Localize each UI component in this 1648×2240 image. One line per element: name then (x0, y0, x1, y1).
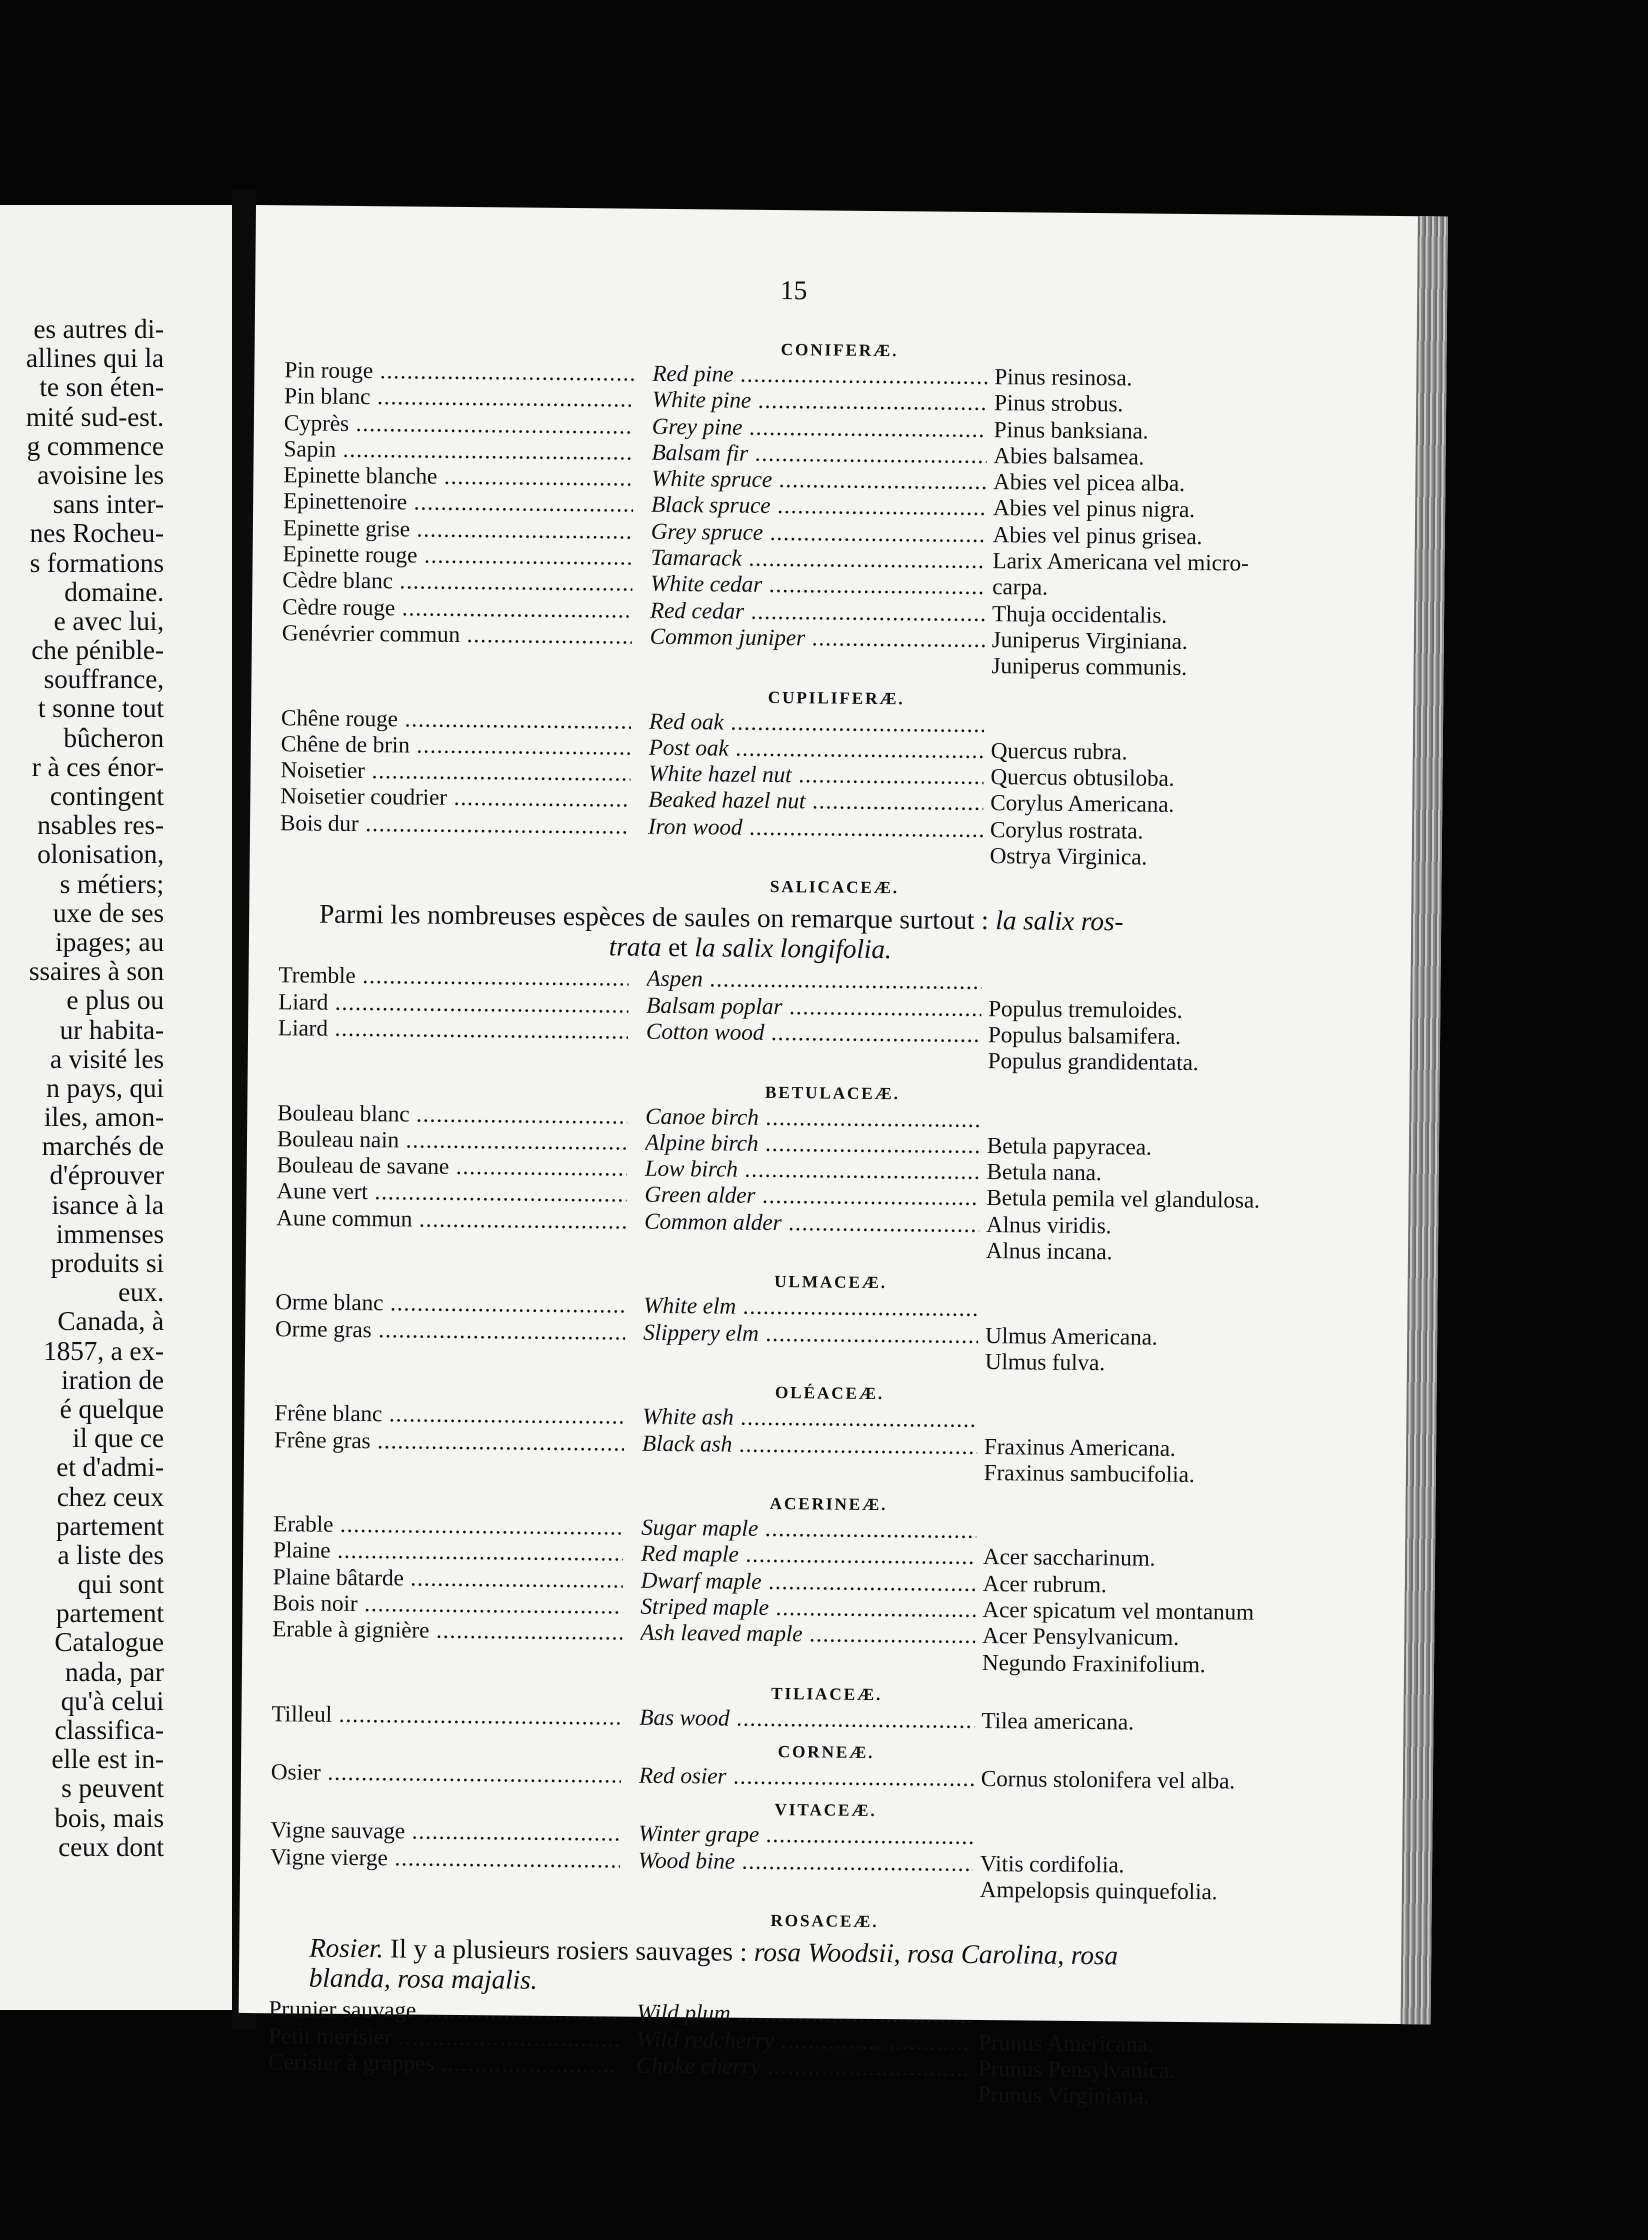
left-page-line: qu'à celui (60, 1685, 164, 1716)
left-page-line: s peuvent (61, 1773, 164, 1804)
english-name: Common alder ..... (644, 1208, 979, 1237)
note-text: blanda, rosa majalis. (308, 1962, 538, 1996)
french-name: Noisetier coudrier ..... (280, 784, 630, 813)
left-page-line: 1857, a ex- (43, 1335, 164, 1366)
english-name: Bas wood ..... (639, 1705, 974, 1734)
english-name: Black ash ..... (642, 1430, 977, 1459)
left-page-line: allines qui la (26, 343, 164, 374)
left-page-line: ur habita- (59, 1014, 164, 1045)
note-second-line (319, 929, 1359, 969)
family-heading: ACERINEÆ. (769, 1494, 888, 1515)
english-name: Striped maple ..... (640, 1594, 975, 1623)
french-name: Cerisier à grappes ..... (268, 2049, 618, 2078)
latin-name: Cornus stolonifera vel alba. (980, 1766, 1236, 1794)
species-table (268, 333, 1395, 2120)
english-name: Red oak ..... (649, 708, 984, 737)
english-name: White spruce ..... (651, 466, 986, 495)
english-name: Wild plum ..... (637, 2000, 972, 2029)
latin-name: Corylus rostrata. (989, 816, 1144, 844)
left-page-line: che pénible- (31, 635, 164, 666)
left-page-line: e avec lui, (53, 605, 164, 636)
page-edge (1401, 216, 1448, 2024)
note-text: Parmi les nombreuses espèces de saules on remarque surtout : (319, 898, 996, 936)
latin-name: Prunus Virginiana. (977, 2082, 1150, 2109)
left-page-line: d'éprouver (49, 1160, 164, 1191)
left-page-line: a visité les (50, 1043, 164, 1074)
left-page-line: r à ces énor- (31, 751, 164, 782)
english-name: Wood bine ..... (638, 1848, 973, 1877)
latin-name: Acer spicatum vel montanum (982, 1597, 1255, 1625)
note-text: Rosier. (309, 1932, 384, 1964)
latin-name: carpa. (992, 574, 1049, 600)
english-name: Ash leaved maple ..... (640, 1620, 975, 1649)
left-page-line: immenses (56, 1218, 164, 1249)
left-page-line: souffrance, (43, 664, 164, 695)
left-page-line: s métiers; (59, 868, 164, 899)
english-name: White elm ..... (643, 1293, 978, 1322)
latin-name: Thuja occidentalis. (991, 600, 1168, 628)
english-name: Balsam poplar ..... (646, 992, 981, 1021)
french-name: Epinette rouge ..... (283, 541, 633, 570)
latin-name: Quercus rubra. (990, 737, 1128, 765)
note-second-line (309, 1963, 1349, 2003)
left-page-line: partement (56, 1598, 164, 1629)
latin-name: Ulmus Americana. (985, 1322, 1158, 1350)
left-page-line: bûcheron (63, 722, 164, 753)
french-name: Tremble ..... (278, 963, 628, 992)
left-page-line: olonisation, (37, 839, 164, 870)
latin-name: Alnus viridis. (986, 1211, 1112, 1238)
latin-name: Betula papyracea. (986, 1132, 1152, 1160)
left-page-line: mité sud-est. (26, 401, 164, 432)
latin-name: Pinus strobus. (994, 390, 1124, 417)
french-name: Vigne sauvage ..... (270, 1818, 620, 1847)
french-name: Cèdre blanc ..... (282, 568, 632, 597)
english-name: Slippery elm ..... (643, 1319, 978, 1348)
french-name: Chêne de brin ..... (281, 731, 631, 760)
family-heading: CONIFERÆ. (780, 340, 899, 361)
french-name: Epinette grise ..... (283, 515, 633, 544)
left-page-line: avoisine les (37, 459, 164, 490)
left-page-line: a liste des (57, 1539, 164, 1570)
latin-name: Tilea americana. (981, 1707, 1135, 1735)
french-name: Bois noir ..... (272, 1590, 622, 1619)
english-name: White cedar ..... (650, 571, 985, 600)
english-name: Wild redcherry ..... (636, 2026, 971, 2055)
french-name: Osier ..... (271, 1759, 621, 1788)
english-name: Black spruce ..... (651, 492, 986, 521)
left-page-line: chez ceux (56, 1481, 164, 1512)
left-page-line: nes Rocheu- (29, 518, 164, 549)
family-note (319, 899, 1360, 969)
french-name: Aune vert ..... (276, 1179, 626, 1208)
latin-name: Larix Americana vel micro- (992, 548, 1249, 576)
left-page-line: partement (56, 1510, 164, 1541)
latin-name: Prunus Pensylvanica. (978, 2055, 1176, 2083)
french-name: Liard ..... (278, 1015, 628, 1044)
french-name: Genévrier commun ..... (282, 620, 632, 649)
french-name: Epinette blanche ..... (283, 462, 633, 491)
english-name: Beaked hazel nut ..... (648, 787, 983, 816)
left-page-line: Catalogue (54, 1627, 164, 1658)
french-name: Vigne vierge ..... (270, 1844, 620, 1873)
left-page-line: qui sont (77, 1569, 164, 1600)
latin-name: Quercus obtusiloba. (990, 764, 1175, 791)
left-page-line: iration de (61, 1364, 164, 1395)
latin-name: Fraxinus sambucifolia. (983, 1459, 1195, 1487)
latin-name: Fraxinus Americana. (984, 1433, 1176, 1461)
left-page-line: ceux dont (58, 1831, 164, 1862)
left-page-line: marchés de (41, 1131, 164, 1162)
french-name: Bois dur ..... (280, 810, 630, 839)
left-page-line: eux. (118, 1277, 164, 1308)
english-name: White hazel nut ..... (648, 761, 983, 790)
french-name: Sapin ..... (284, 436, 634, 465)
english-name: Tamarack ..... (651, 545, 986, 574)
left-page-line: es autres di- (33, 314, 164, 344)
left-page-line: sans inter- (52, 489, 164, 520)
english-name: White pine ..... (652, 387, 987, 416)
english-name: Cotton wood ..... (646, 1019, 981, 1048)
english-name: Canoe birch ..... (645, 1103, 980, 1132)
english-name: Sugar maple ..... (641, 1515, 976, 1544)
left-page-line: il que ce (72, 1423, 164, 1454)
left-page-line: bois, mais (54, 1802, 164, 1833)
left-page-fragment (0, 205, 232, 2010)
latin-name: Pinus banksiana. (993, 416, 1149, 444)
family-heading: VITACEÆ. (774, 1800, 877, 1821)
french-name: Petit merisier ..... (268, 2023, 618, 2052)
french-name: Erable ..... (273, 1511, 623, 1540)
latin-name: Corylus Americana. (990, 790, 1175, 818)
left-page-line: contingent (50, 781, 164, 811)
english-name: Green alder ..... (644, 1182, 979, 1211)
left-page-line: ipages; au (55, 926, 164, 957)
left-page-line: uxe de ses (53, 897, 164, 928)
family-heading: CORNEÆ. (777, 1742, 875, 1763)
latin-name: Populus balsamifera. (987, 1022, 1182, 1049)
latin-name: Pinus resinosa. (994, 364, 1133, 391)
english-name: Grey spruce ..... (651, 519, 986, 548)
french-name: Chêne rouge ..... (281, 705, 631, 734)
french-name: Plaine bâtarde ..... (273, 1564, 623, 1593)
latin-name: Populus tremuloides. (988, 995, 1183, 1023)
note-text: trata (608, 931, 662, 963)
latin-name: Ampelopsis quinquefolia. (979, 1877, 1218, 1905)
english-name: Iron wood ..... (648, 814, 983, 843)
note-text: la salix longifolia. (694, 932, 892, 965)
left-page-line: s formations (29, 547, 164, 578)
english-name: Aspen ..... (646, 966, 981, 995)
latin-name: Alnus incana. (985, 1238, 1113, 1265)
note-text: la salix ros- (995, 905, 1124, 937)
latin-name: Juniperus Virginiana. (991, 627, 1188, 654)
english-name: Alpine birch ..... (645, 1130, 980, 1159)
left-page-line: é quelque (59, 1393, 164, 1424)
left-page-line: te son éten- (39, 372, 164, 403)
latin-name: Betula nana. (986, 1159, 1102, 1186)
french-name: Erable à gignière ..... (272, 1617, 622, 1646)
page-number: 15 (780, 275, 808, 306)
latin-name: Juniperus communis. (991, 653, 1188, 681)
english-name: Post oak ..... (649, 735, 984, 764)
left-page-line: n pays, qui (46, 1072, 164, 1103)
french-name: Frêne blanc ..... (274, 1400, 624, 1429)
latin-name: Ostrya Virginica. (989, 843, 1148, 870)
french-name: Bouleau blanc ..... (277, 1100, 627, 1129)
left-page-line: g commence (26, 430, 164, 461)
latin-name: Populus grandidentata. (987, 1048, 1199, 1076)
english-name: Grey pine ..... (652, 413, 987, 442)
left-page-line: nsables res- (37, 810, 164, 841)
english-name: Dwarf maple ..... (641, 1567, 976, 1596)
english-name: Red osier ..... (639, 1763, 974, 1792)
left-page-line: classifica- (54, 1715, 164, 1745)
left-page-line: et d'admi- (56, 1452, 164, 1483)
left-page-line: t sonne tout (38, 693, 164, 724)
left-page-line: isance à la (51, 1189, 164, 1220)
family-heading: OLÉACEÆ. (775, 1383, 885, 1404)
right-page (239, 205, 1448, 2109)
english-name: Winter grape ..... (638, 1821, 973, 1850)
english-name: Red maple ..... (641, 1541, 976, 1570)
french-name: Prunier sauvage ..... (269, 1997, 619, 2026)
english-name: Red cedar ..... (650, 597, 985, 626)
left-page-line: produits si (50, 1248, 164, 1278)
note-text: et (661, 932, 695, 963)
family-heading: ULMACEÆ. (774, 1272, 888, 1293)
latin-name: Abies vel pinus nigra. (993, 495, 1196, 523)
left-page-line: domaine. (64, 576, 164, 607)
french-name: Bouleau nain ..... (277, 1126, 627, 1155)
english-name: Common juniper ..... (650, 624, 985, 653)
latin-name: Acer rubrum. (982, 1570, 1107, 1597)
french-name: Pin rouge ..... (284, 357, 634, 386)
french-name: Frêne gras ..... (274, 1427, 624, 1456)
latin-name: Acer Pensylvanicum. (982, 1623, 1180, 1651)
french-name: Pin blanc ..... (284, 384, 634, 413)
left-page-line: e plus ou (66, 985, 164, 1016)
latin-name: Betula pemila vel glandulosa. (986, 1185, 1260, 1214)
french-name: Plaine ..... (273, 1538, 623, 1567)
french-name: Epinettenoire ..... (283, 489, 633, 518)
latin-name: Prunus Americana. (978, 2029, 1154, 2057)
left-page-text (26, 315, 164, 1862)
french-name: Liard ..... (278, 989, 628, 1018)
family-heading: BETULACEÆ. (765, 1082, 900, 1103)
latin-name: Abies balsamea. (993, 442, 1145, 470)
note-text: rosa Woodsii, rosa Carolina, rosa (753, 1937, 1119, 1971)
latin-name: Ulmus fulva. (984, 1348, 1106, 1376)
left-page-line: ssaires à son (29, 956, 164, 987)
french-name: Orme gras ..... (275, 1316, 625, 1345)
english-name: White ash ..... (642, 1404, 977, 1433)
french-name: Tilleul ..... (271, 1701, 621, 1730)
family-note (309, 1933, 1350, 2003)
family-heading: CUPILIFERÆ. (767, 687, 905, 708)
latin-name: Abies vel pinus grisea. (992, 521, 1203, 549)
english-name: Choke cherry ..... (636, 2053, 971, 2082)
french-name: Orme blanc ..... (275, 1290, 625, 1319)
french-name: Cyprès ..... (284, 410, 634, 439)
english-name: Red pine ..... (652, 361, 987, 390)
latin-name: Negundo Fraxinifolium. (981, 1649, 1206, 1677)
latin-name: Vitis cordifolia. (979, 1850, 1125, 1878)
left-page-line: Canada, à (57, 1306, 164, 1337)
family-heading: TILIACEÆ. (771, 1683, 883, 1704)
french-name: Bouleau de savane ..... (277, 1152, 627, 1181)
french-name: Aune commun ..... (276, 1205, 626, 1234)
left-page-line: elle est in- (51, 1744, 164, 1775)
french-name: Cèdre rouge ..... (282, 594, 632, 623)
left-page-line: nada, par (65, 1656, 164, 1687)
latin-name: Acer saccharinum. (982, 1544, 1156, 1572)
english-name: Low birch ..... (645, 1156, 980, 1185)
latin-name: Abies vel picea alba. (993, 469, 1186, 497)
note-text: Il y a plusieurs rosiers sauvages : (383, 1933, 755, 1968)
french-name: Noisetier ..... (280, 757, 630, 786)
family-heading: SALICACEÆ. (769, 877, 900, 898)
family-heading: ROSACEÆ. (770, 1911, 879, 1932)
english-name: Balsam fir ..... (652, 440, 987, 469)
left-page-line: iles, amon- (44, 1102, 164, 1133)
